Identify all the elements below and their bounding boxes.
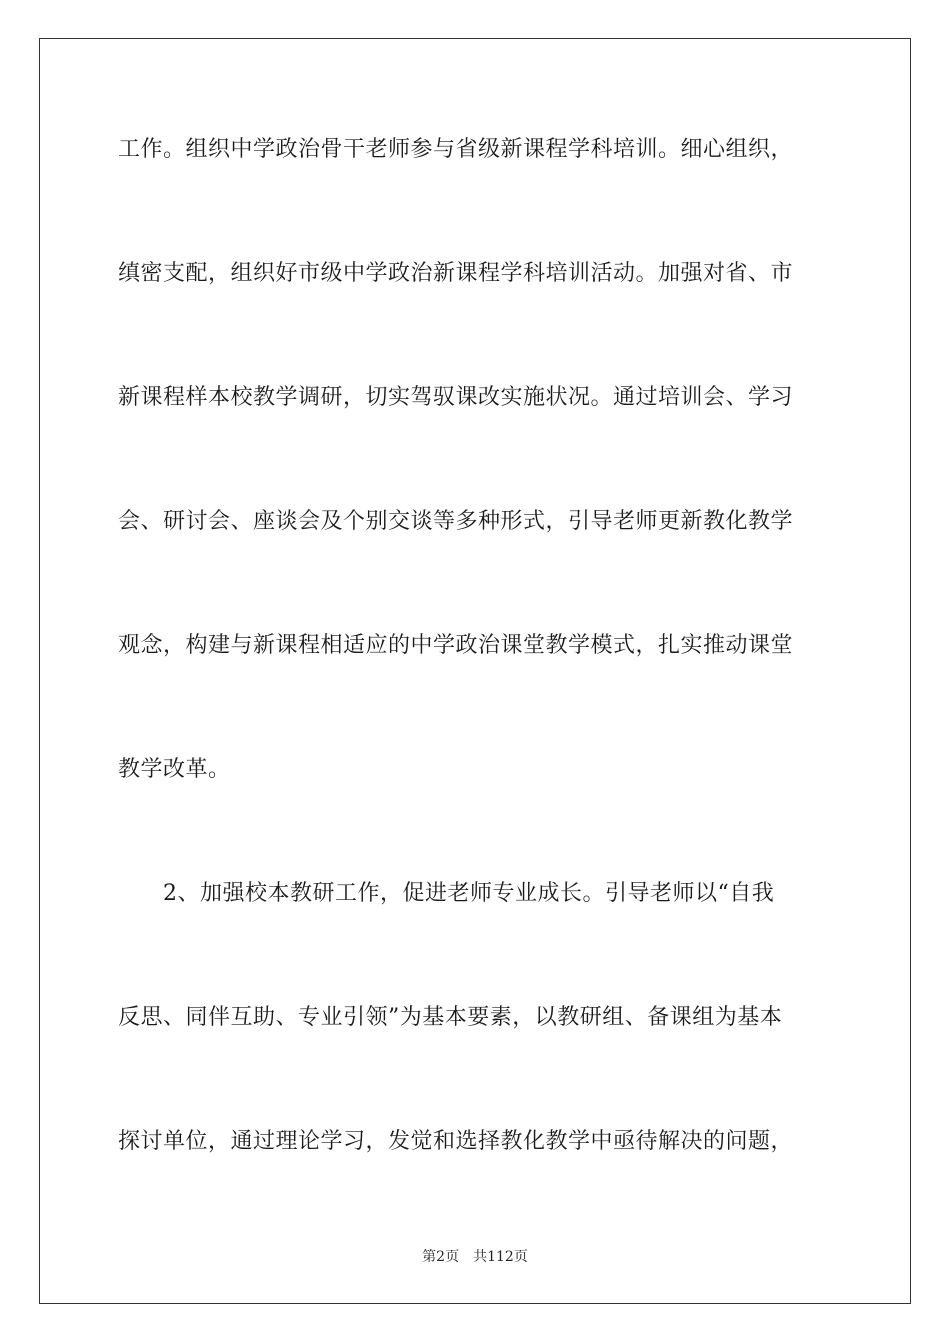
text-line: 缜密支配，组织好市级中学政治新课程学科培训活动。加强对省、市 — [118, 261, 794, 286]
page-number: 第2页 — [422, 1249, 460, 1265]
text-line: 会、研讨会、座谈会及个别交谈等多种形式，引导老师更新教化教学 — [118, 509, 794, 534]
text-line: 探讨单位，通过理论学习，发觉和选择教化教学中亟待解决的问题， — [118, 1129, 794, 1154]
page-border — [39, 38, 911, 1304]
text-line: 工作。组织中学政治骨干老师参与省级新课程学科培训。细心组织， — [118, 137, 794, 162]
text-line: 教学改革。 — [118, 757, 231, 782]
text-line: 2、加强校本教研工作，促进老师专业成长。引导老师以“自我 — [118, 881, 775, 906]
page-footer — [0, 1247, 950, 1267]
text-line: 观念，构建与新课程相适应的中学政治课堂教学模式，扎实推动课堂 — [118, 633, 794, 658]
page-total: 共112页 — [473, 1249, 528, 1265]
text-line: 新课程样本校教学调研，切实驾驭课改实施状况。通过培训会、学习 — [118, 385, 794, 410]
text-line: 反思、同伴互助、专业引领”为基本要素，以教研组、备课组为基本 — [118, 1005, 783, 1030]
